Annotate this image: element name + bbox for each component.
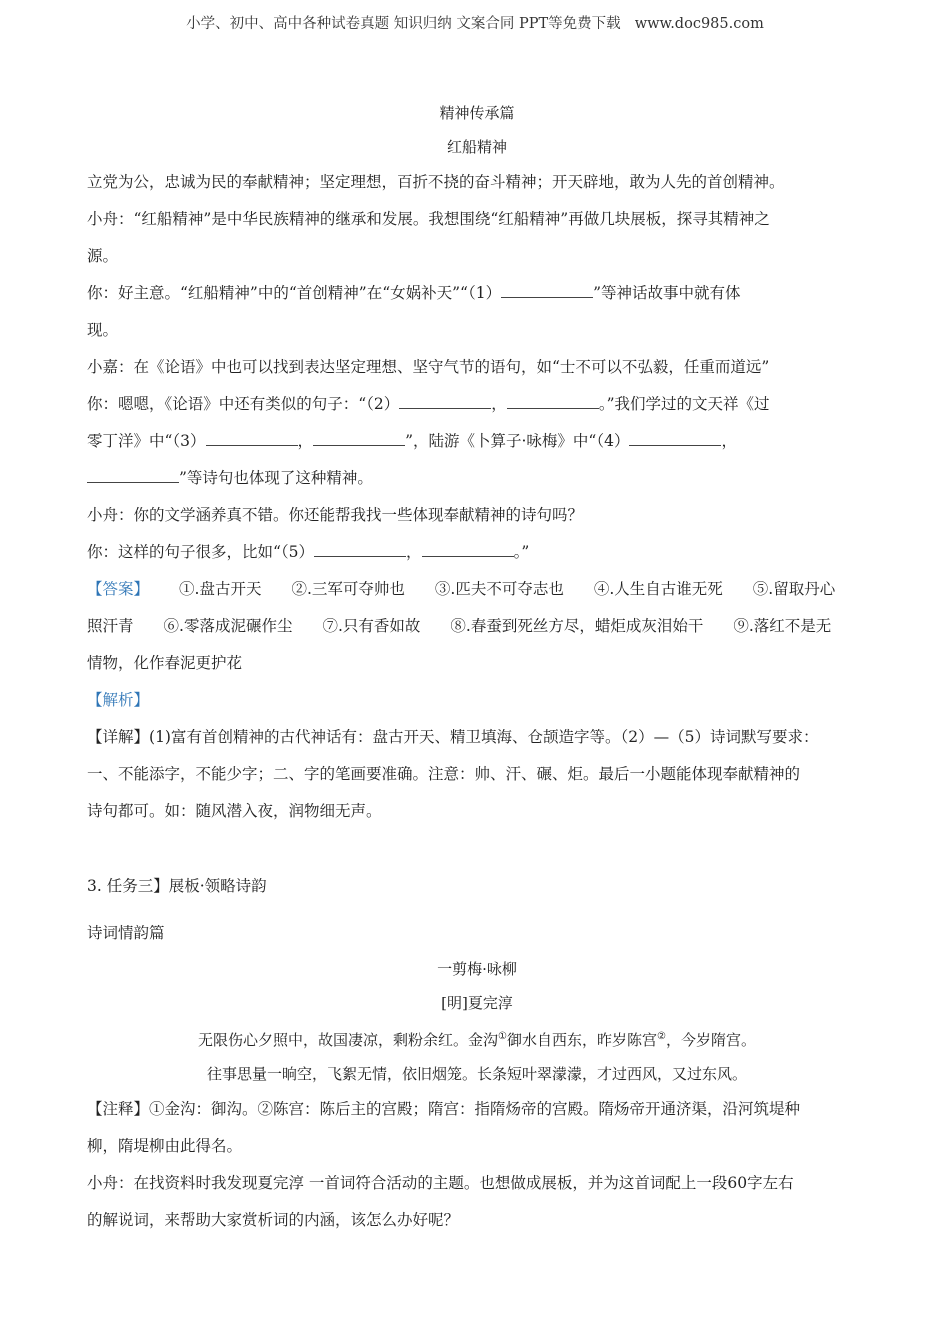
dialogue-text: ”等诗句也体现了这种精神。 (179, 469, 373, 487)
dialogue-text: 。”我们学过的文天祥《过 (598, 395, 770, 413)
answer-line-2 (87, 608, 867, 645)
motto-text: 立党为公，忠诚为民的奉献精神；坚定理想，百折不挠的奋斗精神；开天辟地，敢为人先的首创精神。 (87, 173, 785, 191)
answer-blank-2a[interactable] (399, 394, 491, 409)
dialogue-you-5 (87, 534, 867, 571)
dialogue-text: 零丁洋》中“（3） (87, 432, 206, 450)
detail-label: 【详解】 (87, 728, 150, 746)
note-line-2: 柳，隋堤柳由此得名。 (87, 1137, 243, 1155)
dialogue-text: ”等神话故事中就有体 (593, 284, 741, 302)
detail-text: (1)富有首创精神的古代神话有：盘古开天、精卫填海、仓颉造字等。（2）—（5）诗词默写要求： (149, 728, 819, 746)
dialogue-text: ， (406, 543, 422, 561)
dialogue-you-1-cont: 现。 (87, 321, 119, 339)
poem-text: 无限伤心夕照中，故国凄凉，剩粉余红。金沟 (198, 1031, 499, 1049)
answer-blank-3b[interactable] (313, 431, 405, 446)
answer-item: ⑦.只有香如故 (322, 617, 421, 635)
section-title: 精神传承篇 (439, 104, 515, 122)
task3-section: 诗词情韵篇 (87, 924, 165, 942)
page-header (0, 12, 950, 33)
answer-item: ①.盘古开天 (179, 580, 262, 598)
header-text: 小学、初中、高中各种试卷真题 知识归纳 文案合同 PPT等免费下载 (186, 16, 621, 32)
poem-text: ，今岁隋宫。 (665, 1031, 756, 1049)
answer-label: 【答案】 (87, 580, 150, 598)
answer-item: ⑧.春蚕到死丝方尽，蜡炬成灰泪始干 (450, 617, 704, 635)
dialogue-text: ， (721, 432, 737, 450)
document-body (87, 96, 867, 1239)
section-subtitle: 红船精神 (446, 138, 507, 156)
poem-text: 御水自西东，昨岁陈宫 (506, 1031, 657, 1049)
poem-author: [明]夏完淳 (441, 994, 513, 1012)
dialogue-xiaozhou-3: 小舟：在找资料时我发现夏完淳 一首词符合活动的主题。也想做成展板，并为这首词配上一段60字左右 (87, 1174, 794, 1192)
dialogue-xiaozhou-1 (87, 201, 867, 238)
dialogue-text: 你：这样的句子很多，比如“（5） (87, 543, 315, 561)
task3-heading: 3. 任务三】展板·领略诗韵 (87, 877, 267, 895)
dialogue-you-1 (87, 275, 867, 312)
analysis-label: 【解析】 (87, 691, 150, 709)
header-site-link[interactable]: www.doc985.com (634, 16, 764, 32)
answer-item: ⑨.落红不是无 (733, 617, 832, 635)
dialogue-text: ”，陆游《卜算子·咏梅》中“（4） (405, 432, 630, 450)
answer-item: 照汗青 (87, 617, 134, 635)
dialogue-you-2 (87, 386, 867, 423)
answer-line-3: 情物，化作春泥更护花 (87, 654, 243, 672)
dialogue-you-3 (87, 423, 867, 460)
answer-item: ⑥.零落成泥碾作尘 (163, 617, 293, 635)
footnote-mark: ② (657, 1031, 666, 1042)
answer-blank-5a[interactable] (314, 542, 406, 557)
poem-line-2: 往事思量一晌空，飞絮无情，依旧烟笼。长条短叶翠濛濛，才过西风，又过东风。 (206, 1065, 747, 1083)
answer-item: ②.三军可夺帅也 (291, 580, 405, 598)
answer-blank-4a[interactable] (629, 431, 721, 446)
dialogue-text: 你：好主意。“红船精神”中的“首创精神”在“女娲补天”“（1） (87, 284, 502, 302)
answer-line-1 (87, 571, 867, 608)
answer-blank-3a[interactable] (206, 431, 298, 446)
dialogue-xiaojia-1: 小嘉：在《论语》中也可以找到表达坚定理想、坚守气节的语句，如“士不可以不弘毅，任重而道远” (87, 358, 770, 376)
dialogue-text: 你：嗯嗯，《论语》中还有类似的句子：“（2） (87, 395, 400, 413)
dialogue-text: 。” (513, 543, 530, 561)
answer-blank-1[interactable] (501, 283, 593, 298)
answer-blank-4b[interactable] (87, 468, 179, 483)
footnote-mark: ① (498, 1031, 507, 1042)
answer-blank-2b[interactable] (507, 394, 599, 409)
poem-title: 一剪梅·咏柳 (437, 960, 517, 978)
answer-blank-5b[interactable] (422, 542, 514, 557)
analysis-detail-2: 一、不能添字，不能少字；二、字的笔画要准确。注意：帅、汗、碾、炬。最后一小题能体现奉献精神的 (87, 765, 801, 783)
dialogue-xiaozhou-2: 小舟：你的文学涵养真不错。你还能帮我找一些体现奉献精神的诗句吗？ (87, 506, 584, 524)
note-line-1: 【注释】①金沟：御沟。②陈宫：陈后主的宫殿；隋宫：指隋炀帝的宫殿。隋炀帝开通济渠，沿河筑堤种 (87, 1100, 801, 1118)
dialogue-xiaozhou-3-cont: 的解说词，来帮助大家赏析词的内涵，该怎么办好呢？ (87, 1211, 460, 1229)
dialogue-text: ， (297, 432, 314, 450)
dialogue-text: 小舟：“红船精神”是中华民族精神的继承和发展。我想围绕“红船精神”再做几块展板，探寻其精神之 (87, 210, 770, 228)
dialogue-xiaozhou-1-cont: 源。 (87, 247, 119, 265)
answer-item: ③.匹夫不可夺志也 (434, 580, 564, 598)
analysis-detail-3: 诗句都可。如：随风潜入夜，润物细无声。 (87, 802, 382, 820)
analysis-detail-1 (87, 719, 867, 756)
answer-item: ⑤.留取丹心 (752, 580, 836, 598)
dialogue-text: ， (491, 395, 507, 413)
dialogue-you-4 (87, 460, 867, 497)
answer-item: ④.人生自古谁无死 (593, 580, 723, 598)
poem-line-1 (87, 1020, 867, 1057)
